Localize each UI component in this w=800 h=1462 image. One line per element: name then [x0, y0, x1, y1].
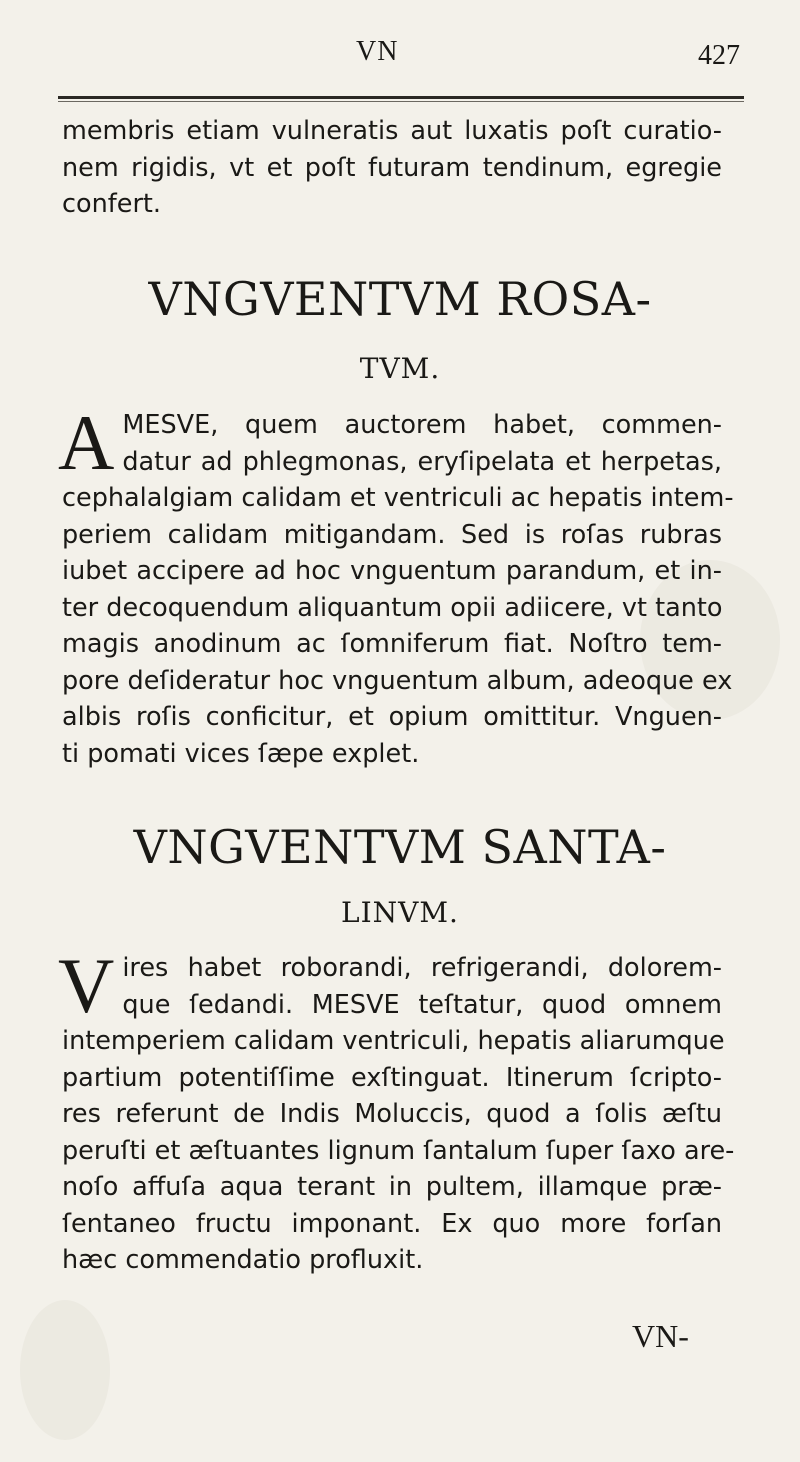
paper-stain [20, 1300, 110, 1440]
section-title: VNGVENTVM ROSA- [148, 272, 652, 326]
text-line: peruſti et æſtuantes lignum ſantalum ſuper ſaxo are- [62, 1135, 735, 1166]
text-line: ires habet roborandi, refrigerandi, dolorem- [122, 953, 722, 983]
text-line: intemperiem calidam ventriculi, hepatis aliarumque [62, 1026, 725, 1056]
section-title-continued: LINVM. [341, 896, 459, 929]
running-head: VN [356, 36, 399, 67]
text-line: ſentaneo fructu imponant. Ex quo more forſan [62, 1208, 722, 1239]
text-line: que ſedandi. MESVE teſtatur, quod omnem [122, 989, 722, 1020]
section-paragraph [58, 399, 734, 772]
text-line: periem calidam mitigandam. Sed is roſas rubras [62, 519, 722, 550]
header-rule [58, 96, 744, 99]
text-line: pore deſideratur hoc vnguentum album, adeoque ex [62, 665, 733, 696]
text-line: partium potentiſſime exſtinguat. Itinerum ſcripto- [62, 1062, 722, 1093]
text-line: ter decoquendum aliquantum opii adiicere, vt tanto [62, 592, 723, 623]
drop-cap: V [58, 942, 115, 1029]
text-line: membris etiam vulneratis aut luxatis poſt curatio- [62, 116, 722, 146]
catchword: VN- [632, 1318, 689, 1354]
section-title-continued: TVM. [359, 352, 441, 385]
text-line: datur ad phlegmonas, eryſipelata et herpetas, [122, 446, 722, 477]
header-rule-thin [58, 101, 744, 102]
section-paragraph [58, 942, 735, 1279]
page-number: 427 [698, 40, 740, 71]
text-line: ti pomati vices ſæpe explet. [62, 738, 420, 769]
text-line: albis roſis conficitur, et opium omittitur. Vnguen- [62, 702, 722, 732]
intro-paragraph [62, 113, 722, 223]
drop-cap: A [58, 399, 115, 486]
section-title: VNGVENTVM SANTA- [133, 820, 667, 874]
text-line: MESVE, quem auctorem habet, commen- [122, 410, 722, 440]
text-line: res referunt de Indis Moluccis, quod a ſolis æſtu [62, 1099, 722, 1129]
text-line: cephalalgiam calidam et ventriculi ac hepatis intem- [62, 483, 734, 513]
text-line: hæc commendatio profluxit. [62, 1245, 424, 1275]
text-line: noſo affuſa aqua terant in pultem, illamque præ- [62, 1172, 722, 1202]
text-line: iubet accipere ad hoc vnguentum parandum, et in- [62, 556, 722, 586]
text-line: magis anodinum ac ſomniferum fiat. Noſtro tem- [62, 629, 722, 659]
text-line: confert. [62, 189, 162, 219]
text-line: nem rigidis, vt et poſt futuram tendinum, egregie [62, 152, 722, 183]
